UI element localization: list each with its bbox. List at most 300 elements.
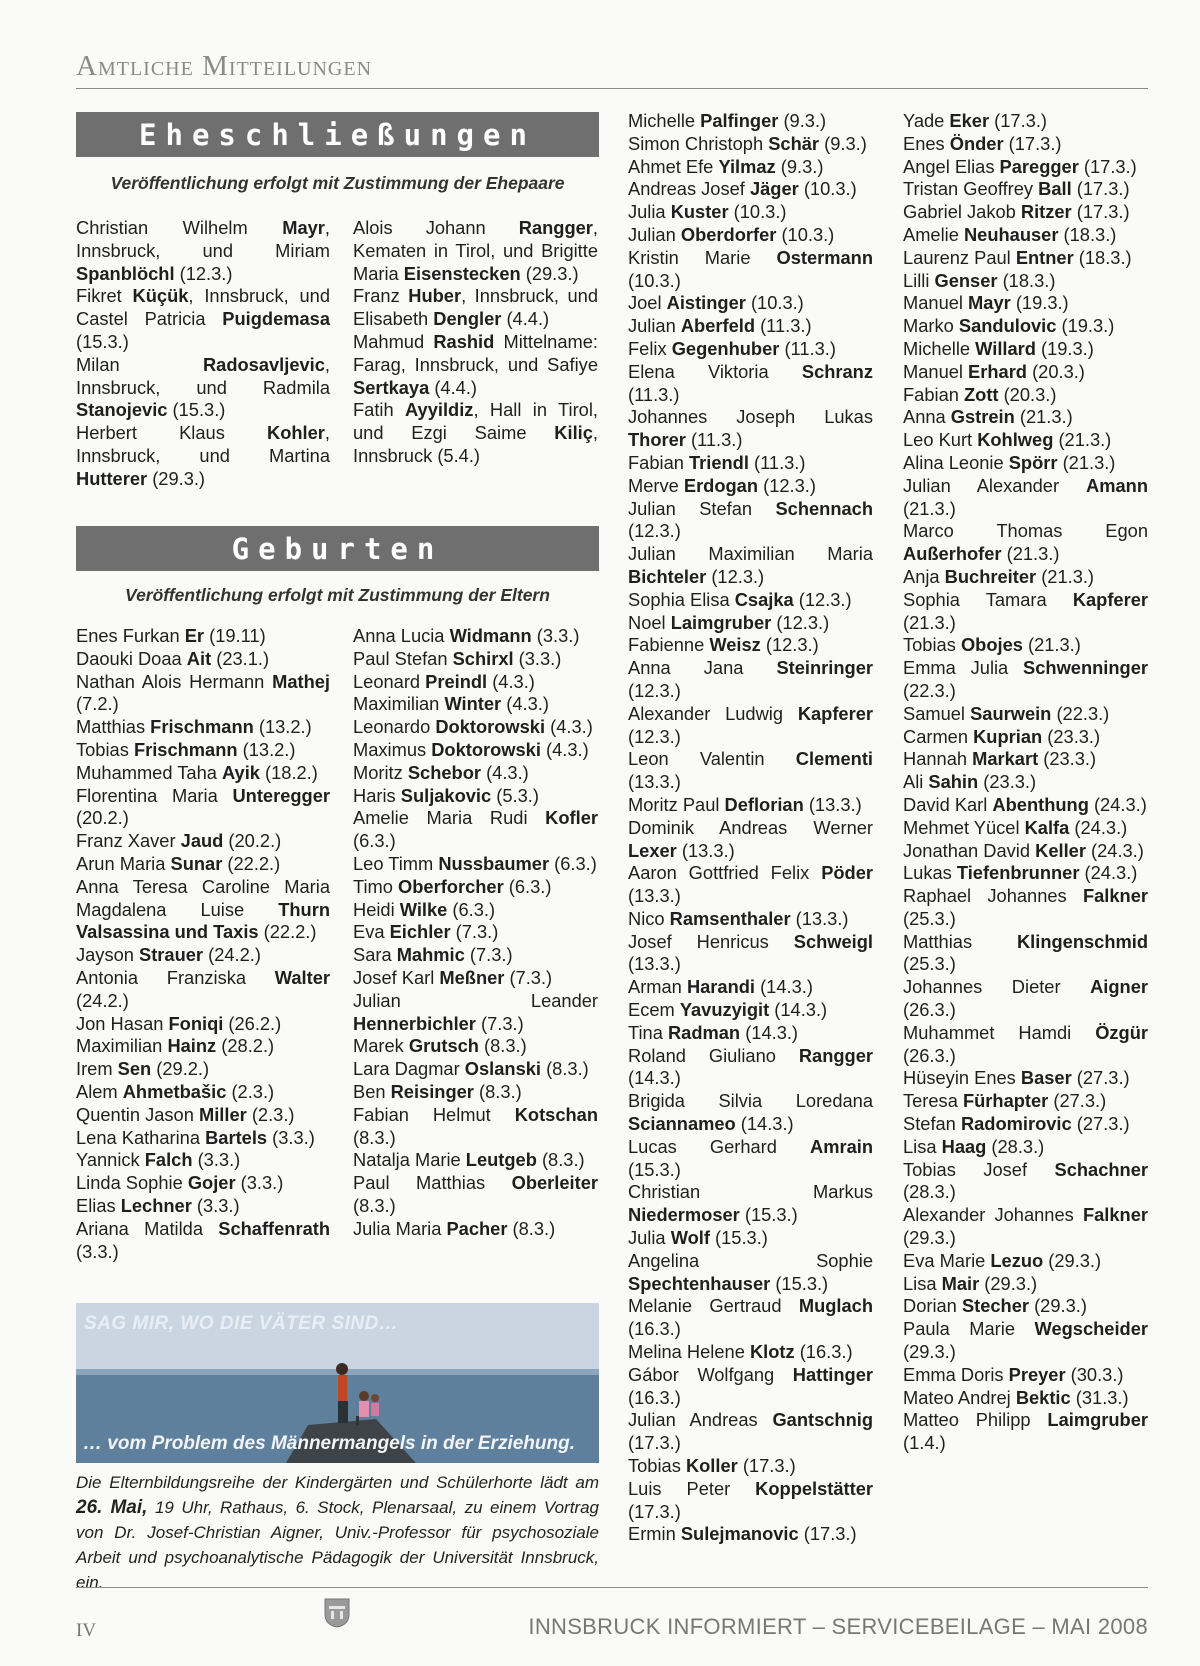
surname: Kapferer [1072, 588, 1148, 610]
list-item [903, 361, 1148, 384]
name-text: Natalja Marie [353, 1149, 466, 1171]
list-item [903, 452, 1148, 475]
name-text: Milan [76, 353, 203, 375]
name-text: Fikret [76, 285, 133, 307]
marriages-heading: Eheschließungen [76, 112, 599, 157]
name-text: Florentina Maria [76, 784, 233, 806]
surname: Fürhapter [962, 1090, 1049, 1112]
surname: Lechner [120, 1194, 192, 1216]
surname: Triendl [688, 451, 749, 473]
list-item [628, 543, 873, 589]
name-text: Julian Andreas [628, 1409, 773, 1431]
name-text: (7.3.) [450, 921, 499, 943]
list-item [628, 1136, 873, 1182]
name-text: Julian Alexander [903, 474, 1087, 496]
list-item [903, 634, 1148, 657]
name-text: Julia [628, 1227, 671, 1249]
name-text: (19.3.) [1035, 337, 1094, 359]
list-item [353, 1081, 598, 1104]
name-text: (28.2.) [216, 1035, 275, 1057]
name-text: (4.3.) [481, 761, 529, 783]
name-text: (23.1.) [211, 647, 270, 669]
surname: Reisinger [390, 1080, 474, 1102]
name-text: David Karl [903, 793, 993, 815]
list-item [76, 1058, 330, 1081]
name-text: (6.3.) [353, 830, 396, 852]
surname: Wegscheider [1034, 1318, 1148, 1340]
surname: Deflorian [724, 793, 804, 815]
list-item [353, 739, 598, 762]
name-text: (29.3.) [520, 262, 579, 284]
name-text: , Innsbruck, und Martina [76, 422, 330, 466]
surname: Schweigl [793, 930, 873, 952]
name-text: (3.3.) [235, 1172, 284, 1194]
list-item [903, 748, 1148, 771]
list-item [903, 1159, 1148, 1205]
name-text: Matteo Philipp [903, 1409, 1048, 1431]
name-text: (4.4.) [429, 376, 477, 398]
name-text: (4.4.) [501, 308, 550, 330]
name-text: Yade [903, 110, 950, 131]
surname: Stecher [961, 1295, 1030, 1317]
list-item [353, 1035, 598, 1058]
name-text: (26.3.) [903, 999, 956, 1021]
name-text: Julia [628, 201, 671, 223]
name-text: (12.3.) [760, 634, 819, 656]
surname: Falch [144, 1149, 193, 1171]
surname: Willard [975, 337, 1036, 359]
surname: Oberleiter [511, 1172, 598, 1194]
name-text: Matthias [903, 930, 1017, 952]
surname: Koppelstätter [755, 1477, 873, 1499]
list-item [76, 1218, 330, 1264]
surname: Thorer [628, 429, 686, 451]
name-text: Tina [628, 1021, 668, 1043]
surname: Jäger [749, 178, 799, 200]
list-item [76, 762, 330, 785]
list-item [353, 762, 598, 785]
surname: Oslanski [464, 1058, 541, 1080]
surname: Baser [1020, 1067, 1072, 1089]
name-text: (14.3.) [735, 1113, 794, 1135]
name-text: Antonia Franziska [76, 966, 275, 988]
name-text: Lisa [903, 1135, 942, 1157]
list-item [353, 671, 598, 694]
list-item [628, 110, 873, 133]
name-text: Fatih [353, 399, 406, 421]
name-text: Paul Stefan [353, 647, 453, 669]
name-text: (12.3.) [771, 611, 830, 633]
name-text: (10.3.) [776, 223, 835, 245]
name-text: Josef Henricus [628, 930, 794, 952]
name-text: Elena Viktoria [628, 360, 802, 382]
surname: Hutterer [76, 467, 148, 489]
name-text: (11.3.) [779, 337, 836, 359]
list-item [353, 217, 598, 285]
name-text: (13.2.) [253, 716, 312, 738]
list-item [903, 817, 1148, 840]
surname: Kohler [267, 422, 325, 444]
name-text: Kristin Marie [628, 246, 777, 268]
surname: Gstrein [950, 406, 1015, 428]
section-title: Amtliche Mitteilungen [76, 50, 373, 82]
name-text: (3.3.) [513, 647, 562, 669]
name-text: Daouki Doaa [76, 647, 187, 669]
name-text: (18.3.) [997, 269, 1056, 291]
name-text: (31.3.) [1070, 1386, 1129, 1408]
name-text: Emma Julia [903, 657, 1024, 679]
surname: Neuhauser [963, 223, 1059, 245]
name-text: (10.3.) [728, 201, 787, 223]
name-text: Mahmud [353, 330, 434, 352]
surname: Eichler [389, 921, 451, 943]
name-text: Ecem [628, 999, 680, 1021]
list-item [628, 794, 873, 817]
name-text: Herbert Klaus [76, 422, 267, 444]
name-text: (12.3.) [793, 588, 852, 610]
list-item [903, 657, 1148, 703]
name-text: Mateo Andrej [903, 1386, 1016, 1408]
list-item [353, 921, 598, 944]
surname: Buchreiter [944, 565, 1037, 587]
name-text: Christian Wilhelm [76, 217, 283, 238]
list-item [76, 671, 330, 717]
list-item [903, 1250, 1148, 1273]
name-text: Tristan Geoffrey [903, 178, 1039, 200]
surname: Grutsch [408, 1035, 479, 1057]
name-text: Yannick [76, 1149, 145, 1171]
surname: Mayr [968, 292, 1011, 314]
list-item [76, 739, 330, 762]
list-item [628, 178, 873, 201]
surname: Aberfeld [680, 315, 756, 337]
list-item [628, 817, 873, 863]
list-item [903, 1409, 1148, 1455]
list-item [76, 944, 330, 967]
name-text: Leonard [353, 670, 426, 692]
surname: Falkner [1082, 1204, 1148, 1226]
name-text: (15.3.) [709, 1227, 768, 1249]
name-text: , Kematen in Tirol, und Brigitte Maria [353, 217, 598, 284]
name-text: (29.3.) [903, 1341, 956, 1363]
name-text: (10.3.) [798, 178, 857, 200]
surname: Paregger [999, 155, 1079, 177]
name-text: (8.3.) [541, 1058, 589, 1080]
surname: Laimgruber [670, 611, 772, 633]
list-item [628, 1250, 873, 1296]
surname: Preyer [1008, 1363, 1066, 1385]
surname: Kohlweg [977, 429, 1054, 451]
name-text: Franz [353, 285, 409, 307]
name-text: (12.3.) [628, 520, 681, 542]
name-text: Nathan Alois Hermann [76, 670, 273, 692]
list-item [628, 976, 873, 999]
name-text: Hannah [903, 748, 973, 770]
name-text: (29.3.) [979, 1272, 1038, 1294]
name-text: Gábor Wolfgang [628, 1363, 793, 1385]
name-text: Maximilian [76, 1035, 168, 1057]
name-text: Enes Furkan [76, 625, 185, 646]
name-text: Anna Teresa Caroline Maria Magdalena Luise [76, 875, 330, 920]
name-text: (21.3.) [903, 497, 956, 519]
list-item [903, 247, 1148, 270]
caption-date: 26. Mai, [76, 1497, 148, 1518]
list-item [903, 224, 1148, 247]
surname: Sulejmanovic [680, 1523, 799, 1545]
name-text: (8.3.) [536, 1149, 585, 1171]
name-text: (3.3.) [192, 1149, 241, 1171]
name-text: (4.3.) [545, 716, 593, 738]
surname: Hattinger [792, 1363, 873, 1385]
name-text: (11.3.) [628, 383, 680, 405]
name-text: Brigida Silvia Loredana [628, 1090, 873, 1112]
surname: Pöder [821, 862, 873, 884]
list-item [76, 217, 330, 285]
surname: Spechtenhauser [628, 1272, 771, 1294]
list-item [353, 853, 598, 876]
surname: Eker [949, 110, 990, 131]
name-text: Julian Leander [353, 989, 598, 1011]
name-text: , Innsbruck, und Castel Patricia [76, 285, 330, 330]
name-text: (29.2.) [151, 1058, 210, 1080]
list-item [628, 999, 873, 1022]
name-text: Stefan [903, 1113, 961, 1135]
surname: Lezuo [990, 1249, 1044, 1271]
surname: Schaffenrath [218, 1217, 330, 1239]
list-item [353, 693, 598, 716]
name-text: (13.3.) [676, 839, 735, 861]
name-text: (11.3.) [755, 315, 812, 337]
name-text: Leonardo [353, 716, 436, 738]
name-text: Jayson [76, 944, 140, 966]
surname: Leutgeb [465, 1149, 537, 1171]
list-item [76, 1013, 330, 1036]
list-item [76, 785, 330, 831]
list-item [353, 285, 598, 331]
list-item [903, 976, 1148, 1022]
list-item [353, 1172, 598, 1218]
name-text: (12.3.) [758, 474, 816, 496]
name-text: Moritz [353, 761, 408, 783]
surname: Wilke [399, 898, 448, 920]
name-text: (6.3.) [447, 898, 496, 920]
name-text: Dorian [903, 1295, 962, 1317]
list-item [353, 990, 598, 1036]
surname: Steinringer [776, 657, 873, 679]
name-text: Tobias Josef [903, 1158, 1055, 1180]
surname: Koller [685, 1455, 738, 1477]
surname: Eisenstecken [403, 262, 521, 284]
name-text: Josef Karl [353, 966, 440, 988]
surname: Niedermoser [628, 1204, 740, 1226]
surname: Spanblöchl [76, 262, 175, 284]
surname: Kapferer [797, 702, 873, 724]
name-text: (16.3.) [794, 1341, 853, 1363]
name-text: Carmen [903, 725, 974, 747]
name-text: Lena Katharina [76, 1126, 206, 1148]
list-item [76, 830, 330, 853]
surname: Abenthung [992, 793, 1089, 815]
list-item [76, 625, 330, 648]
list-item [353, 399, 598, 467]
surname: Mahmic [396, 944, 465, 966]
list-item [903, 589, 1148, 635]
surname: Ahmetbašic [122, 1080, 227, 1102]
name-text: (9.3.) [775, 155, 824, 177]
births-column-4 [903, 110, 1148, 1455]
name-text: (24.3.) [1079, 862, 1138, 884]
list-item [903, 840, 1148, 863]
name-text: (17.3.) [989, 110, 1047, 131]
list-item [903, 270, 1148, 293]
surname: Oberdorfer [680, 223, 777, 245]
list-item [903, 178, 1148, 201]
name-text: Fabian Helmut [353, 1103, 515, 1125]
event-photo [76, 1303, 599, 1463]
name-text: (20.2.) [76, 807, 129, 829]
surname: Meßner [439, 966, 505, 988]
name-text: (2.3.) [246, 1103, 295, 1125]
name-text: Fabienne [628, 634, 710, 656]
name-text: Fabian [628, 451, 689, 473]
name-text: (17.3.) [798, 1523, 857, 1545]
page-footer [76, 1587, 1148, 1641]
name-text: Anna Jana [628, 657, 777, 679]
name-text: Jon Hasan [76, 1012, 169, 1034]
surname: Palfinger [700, 110, 779, 131]
surname: Saurwein [970, 702, 1052, 724]
name-text: Elias [76, 1194, 121, 1216]
surname: Rangger [518, 217, 593, 238]
name-text: Julia Maria [353, 1217, 447, 1239]
name-text: (22.2.) [258, 921, 317, 943]
name-text: , Innsbruck, und Miriam [76, 217, 330, 261]
name-text: Linda Sophie [76, 1172, 188, 1194]
name-text: (3.3.) [267, 1126, 315, 1148]
name-text: Maximilian [353, 693, 445, 715]
surname: Schwenninger [1023, 657, 1148, 679]
name-text: (7.3.) [504, 966, 553, 988]
name-text: Timo [353, 875, 399, 897]
name-text: (4.3.) [540, 738, 589, 760]
list-item [353, 1218, 598, 1241]
name-text: (17.3.) [1078, 155, 1137, 177]
name-text: Ben [353, 1080, 391, 1102]
surname: Außerhofer [903, 543, 1002, 565]
name-text: Felix [628, 337, 672, 359]
name-text: (15.3.) [739, 1204, 798, 1226]
name-text: (11.3.) [685, 429, 743, 451]
name-text: (9.3.) [819, 132, 867, 154]
name-text: (10.3.) [745, 292, 804, 314]
name-text: Andreas Josef [628, 178, 750, 200]
list-item [628, 1045, 873, 1091]
name-text: (29.3.) [903, 1227, 956, 1249]
list-item [76, 1172, 330, 1195]
surname: Csajka [734, 588, 794, 610]
name-text: (3.3.) [191, 1194, 240, 1216]
surname: Erhard [968, 360, 1027, 382]
list-item [628, 1022, 873, 1045]
list-item [903, 429, 1148, 452]
surname: Rashid [433, 330, 495, 352]
list-item [76, 1127, 330, 1150]
name-text: (17.3.) [1071, 178, 1130, 200]
surname: Erdogan [683, 474, 759, 496]
surname: Sen [117, 1058, 152, 1080]
list-item [903, 794, 1148, 817]
surname: Miller [198, 1103, 247, 1125]
name-text: Lisa [903, 1272, 942, 1294]
surname: Kiliç [554, 422, 593, 444]
name-text: , Innsbruck (5.4.) [353, 422, 598, 466]
page-header [76, 50, 1148, 89]
list-item [628, 1409, 873, 1455]
list-item [903, 885, 1148, 931]
list-item [76, 876, 330, 944]
name-text: Merve [628, 474, 684, 496]
surname: Huber [408, 285, 462, 307]
name-text: (18.2.) [259, 761, 318, 783]
surname: Gegenhuber [671, 337, 780, 359]
surname: Hennerbichler [353, 1012, 476, 1034]
name-text: Alois Johann [353, 217, 519, 238]
caption-text-after: 19 Uhr, Rathaus, 6. Stock, Plenarsaal, zu einem Vortrag von Dr. Josef-Christian Aigner, Univ.-Professor für psychosoziale Arbeit und psychoanalytische Pädagogik der Universität Innsbruck, ein. [76, 1498, 599, 1592]
name-text: Tobias [628, 1455, 686, 1477]
name-text: Hüseyin Enes [903, 1067, 1021, 1089]
list-item [628, 224, 873, 247]
surname: Doktorowski [431, 738, 541, 760]
name-text: Leon Valentin [628, 748, 796, 770]
name-text: (19.3.) [1010, 292, 1069, 314]
surname: Schirxl [452, 647, 514, 669]
list-item [628, 703, 873, 749]
name-text: (3.3.) [76, 1240, 119, 1262]
page-number: IV [76, 1620, 97, 1641]
surname: Frischmann [150, 716, 254, 738]
name-text: Paul Matthias [353, 1172, 512, 1194]
list-item [628, 315, 873, 338]
name-text: (11.3.) [748, 451, 806, 473]
name-text: Paula Marie [903, 1318, 1035, 1340]
surname: Sandulovic [958, 315, 1057, 337]
surname: Kofler [545, 807, 598, 829]
surname: Obojes [960, 634, 1023, 656]
surname: Muglach [798, 1295, 873, 1317]
name-text: (20.3.) [1026, 360, 1085, 382]
surname: Lexer [628, 839, 677, 861]
surname: Unteregger [232, 784, 330, 806]
list-item [76, 1149, 330, 1172]
name-text: (8.3.) [478, 1035, 527, 1057]
name-text: (27.3.) [1071, 1113, 1130, 1135]
surname: Jaud [180, 830, 224, 852]
name-text: (13.3.) [790, 907, 849, 929]
surname: Winter [444, 693, 502, 715]
surname: Entner [1015, 246, 1074, 268]
name-text: (4.3.) [501, 693, 549, 715]
name-text: (9.3.) [778, 110, 827, 131]
name-text: (23.3.) [978, 771, 1037, 793]
name-text: (24.2.) [76, 989, 129, 1011]
list-item [76, 1104, 330, 1127]
name-text: (17.3.) [1071, 201, 1130, 223]
surname: Weisz [709, 634, 761, 656]
name-text: Enes [903, 132, 950, 154]
list-item [76, 648, 330, 671]
name-text: (21.3.) [1053, 429, 1112, 451]
surname: Foniqi [168, 1012, 224, 1034]
